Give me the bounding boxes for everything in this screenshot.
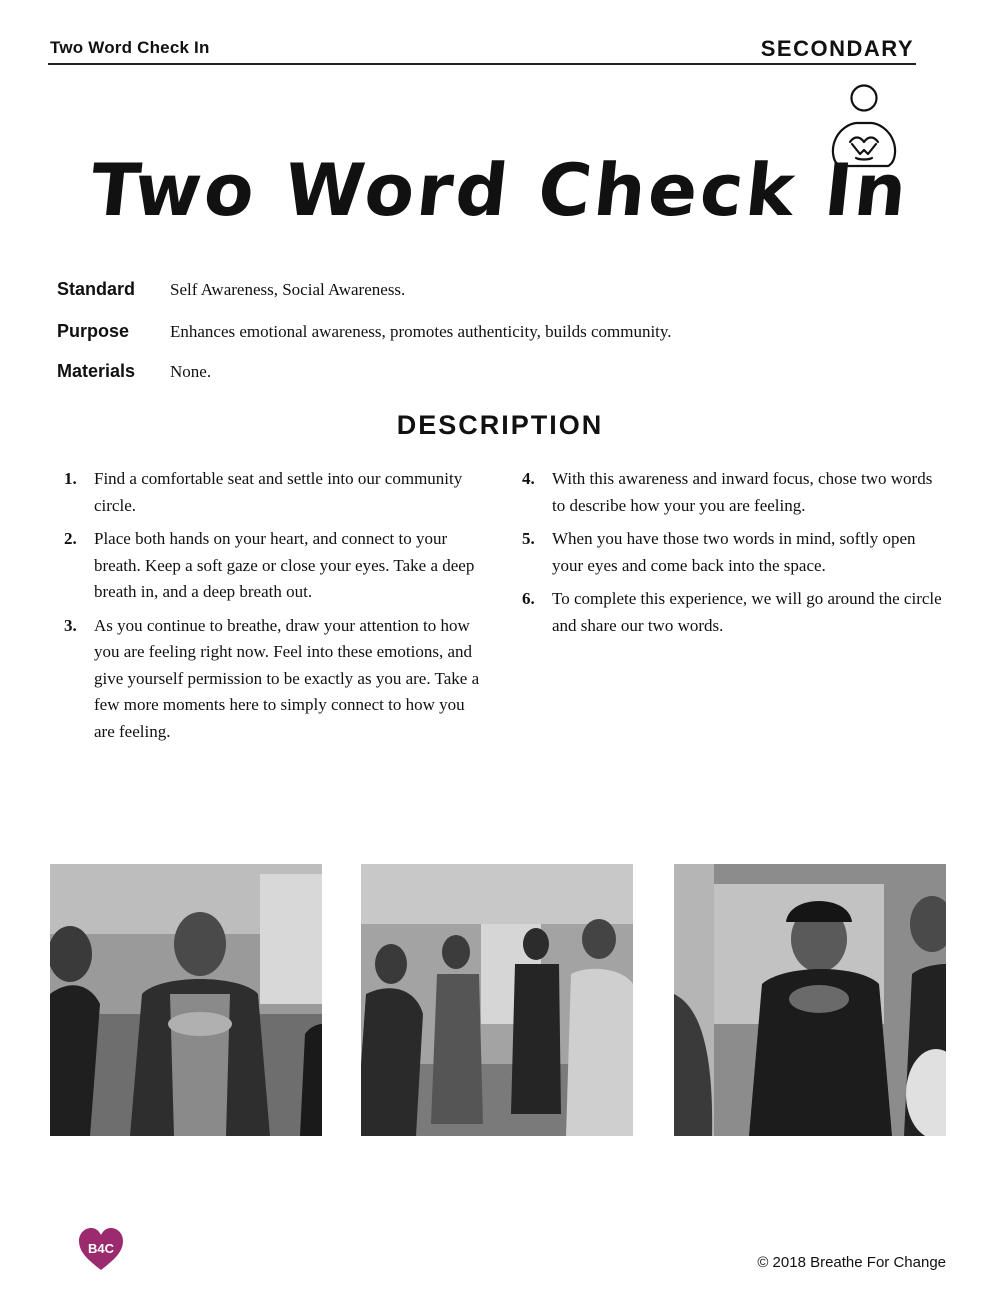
step-number: 6. [522,589,535,608]
standard-label: Standard [57,279,136,299]
step-item [50,466,485,519]
page-title: Two Word Check In [86,148,914,232]
step-text: To complete this experience, we will go around the circle and share our two words. [552,589,942,635]
purpose-label: Purpose [57,321,130,341]
step-number: 2. [64,529,77,548]
steps-column-right [508,466,948,646]
photo-student-in-cap [674,864,946,1136]
step-item [508,466,948,519]
purpose-value: Enhances emotional awareness, promotes authenticity, builds community. [170,322,672,341]
header-divider [48,63,916,65]
b4c-heart-logo [78,1226,124,1272]
step-item [508,526,948,579]
step-text: As you continue to breathe, draw your attention to how you are feeling right now. Feel into these emotions, and give yourself permission to be exactly as you are. Take a few more moments here to simply connect to how you are feeling. [94,615,480,741]
description-heading: DESCRIPTION [396,410,604,440]
step-number: 1. [64,469,77,488]
header-title: Two Word Check In [50,38,210,57]
step-number: 3. [64,615,77,635]
photo-student-hands-on-heart [50,864,322,1136]
step-text: Place both hands on your heart, and connect to your breath. Keep a soft gaze or close your eyes. Take a deep breath in, and a deep breath out. [94,529,475,601]
materials-value: None. [170,362,212,381]
level-label: SECONDARY [760,36,914,61]
logo-text: B4C [87,1241,115,1256]
step-item [50,613,485,746]
step-number: 4. [522,469,535,488]
step-item [508,586,948,639]
materials-label: Materials [57,361,136,381]
step-text: Find a comfortable seat and settle into our community circle. [94,469,463,515]
standard-value: Self Awareness, Social Awareness. [170,280,406,299]
step-text: With this awareness and inward focus, chose two words to describe how your you are feeling. [552,469,933,515]
photo-group-circle [361,864,633,1136]
step-text: When you have those two words in mind, softly open your eyes and come back into the space. [552,529,916,575]
step-number: 5. [522,529,535,548]
step-item [50,526,485,606]
steps-column-left [50,466,485,752]
copyright-footer: © 2018 Breathe For Change [757,1254,946,1271]
